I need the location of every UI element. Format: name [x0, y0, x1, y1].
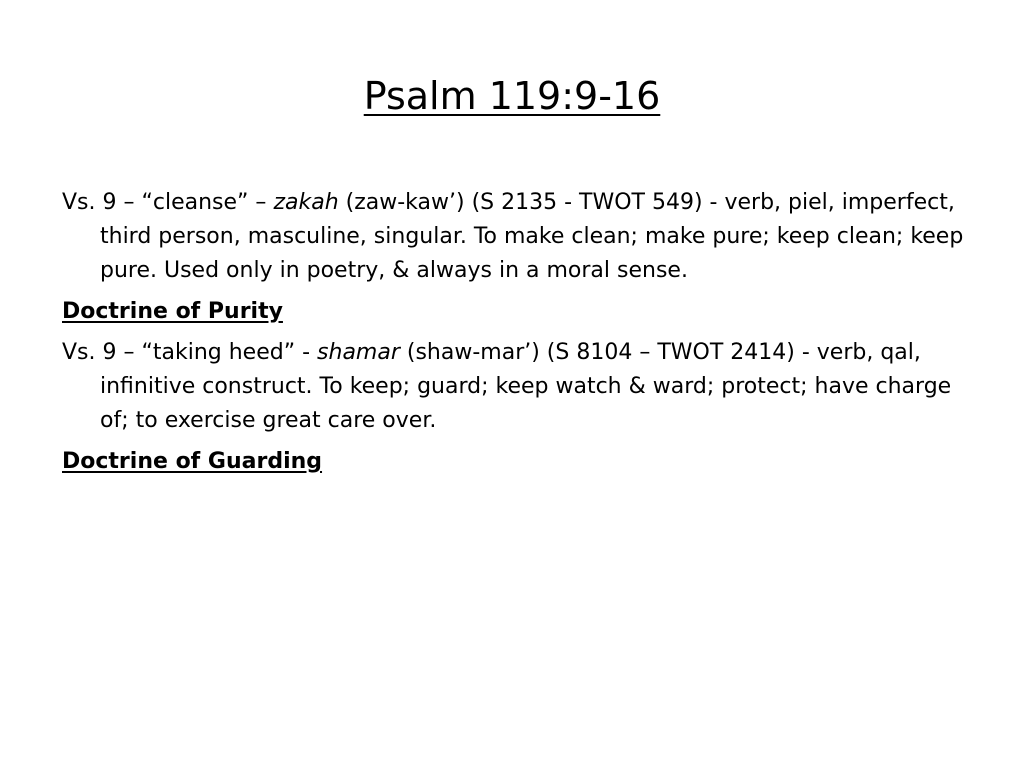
hebrew-word: shamar — [317, 340, 400, 365]
verse-entry-prefix: Vs. 9 – “taking heed” - — [62, 340, 318, 365]
verse-entry-definition: (zaw-kaw’) (S 2135 - TWOT 549) - verb, piel, imperfect, third person, masculine, singular. To make clean; make pure; keep clean; keep pure. Used only in poetry, & always in a moral sense. — [100, 190, 964, 283]
slide-body — [62, 186, 972, 486]
verse-entry — [62, 336, 972, 438]
verse-entry-definition: (shaw-mar’) (S 8104 – TWOT 2414) - verb, qal, infinitive construct. To keep; guard; keep watch & ward; protect; have charge of; to exercise great care over. — [100, 340, 952, 433]
hebrew-word: zakah — [273, 190, 339, 215]
doctrine-heading: Doctrine of Purity — [62, 299, 283, 324]
slide-title: Psalm 119:9-16 — [363, 74, 661, 118]
verse-entry — [62, 186, 972, 288]
verse-entry-prefix: Vs. 9 – “cleanse” – — [62, 190, 274, 215]
doctrine-heading: Doctrine of Guarding — [62, 449, 323, 474]
